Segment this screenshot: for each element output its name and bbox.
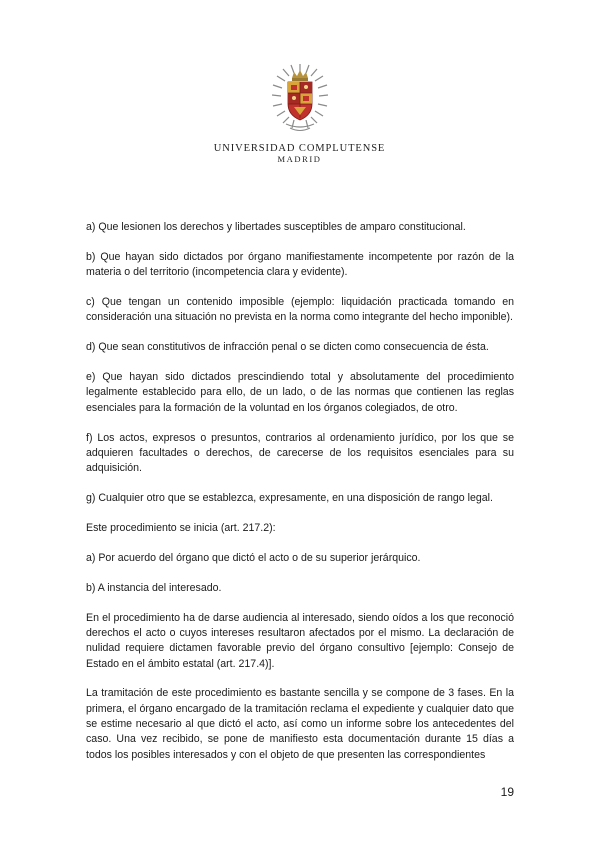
university-seal-icon — [264, 60, 336, 140]
paragraph-item-e: e) Que hayan sido dictados prescindiendo total y absolutamente del procedimiento legalmente establecido para ello, de un lado, o de las normas que contienen las reglas esenciales para la formación de la voluntad en los órganos colegiados, de otro. — [86, 371, 514, 414]
paragraph-processing: La tramitación de este procedimiento es bastante sencilla y se compone de 3 fases. En la primera, el órgano encargado de la tramitación reclama el expediente y cualquier dato que se estime necesario al que dictó el acto, así como un informe sobre los antecedentes del caso. Una vez recibido, se pone de manifiesto esta documentación durante 15 días a todos los posibles interesados y con el objeto de que presenten las correspondientes — [86, 687, 514, 761]
paragraph-item-g: g) Cualquier otro que se establezca, expresamente, en una disposición de rango legal. — [86, 492, 493, 505]
paragraph-item-f: f) Los actos, expresos o presuntos, contrarios al ordenamiento jurídico, por los que se adquieren facultades o derechos, de carecerse de los requisitos esenciales para su adquisición. — [86, 431, 514, 475]
institution-city: MADRID — [277, 154, 322, 164]
paragraph-item-c: c) Que tengan un contenido imposible (ejemplo: liquidación practicada tomando en consideración una situación no prevista en la norma como integrante del hecho imponible). — [86, 296, 514, 324]
body-text — [86, 220, 514, 778]
paragraph-initiation: Este procedimiento se inicia (art. 217.2): — [86, 522, 276, 535]
paragraph-item-a: a) Que lesionen los derechos y libertades susceptibles de amparo constitucional. — [86, 221, 466, 233]
paragraph-hearing: En el procedimiento ha de darse audiencia al interesado, siendo oídos a los que reconoció derechos el acto o cuyos intereses resultaron afectados por el mismo. La declaración de nulidad requiere dictamen favorable previo del órgano consultivo [ejemplo: Consejo de Estado en el ámbito estatal (art. 217.4)]. — [86, 611, 514, 670]
institution-name: UNIVERSIDAD COMPLUTENSE — [213, 143, 386, 154]
page-number: 19 — [500, 785, 514, 799]
paragraph-item-b: b) Que hayan sido dictados por órgano manifiestamente incompetente por razón de la materia o del territorio (incompetencia clara y evidente). — [86, 250, 514, 279]
paragraph-initiation-a: a) Por acuerdo del órgano que dictó el acto o de su superior jerárquico. — [86, 551, 421, 564]
paragraph-initiation-b: b) A instancia del interesado. — [86, 581, 222, 594]
paragraph-item-d: d) Que sean constitutivos de infracción penal o se dicten como consecuencia de ésta. — [86, 341, 489, 354]
